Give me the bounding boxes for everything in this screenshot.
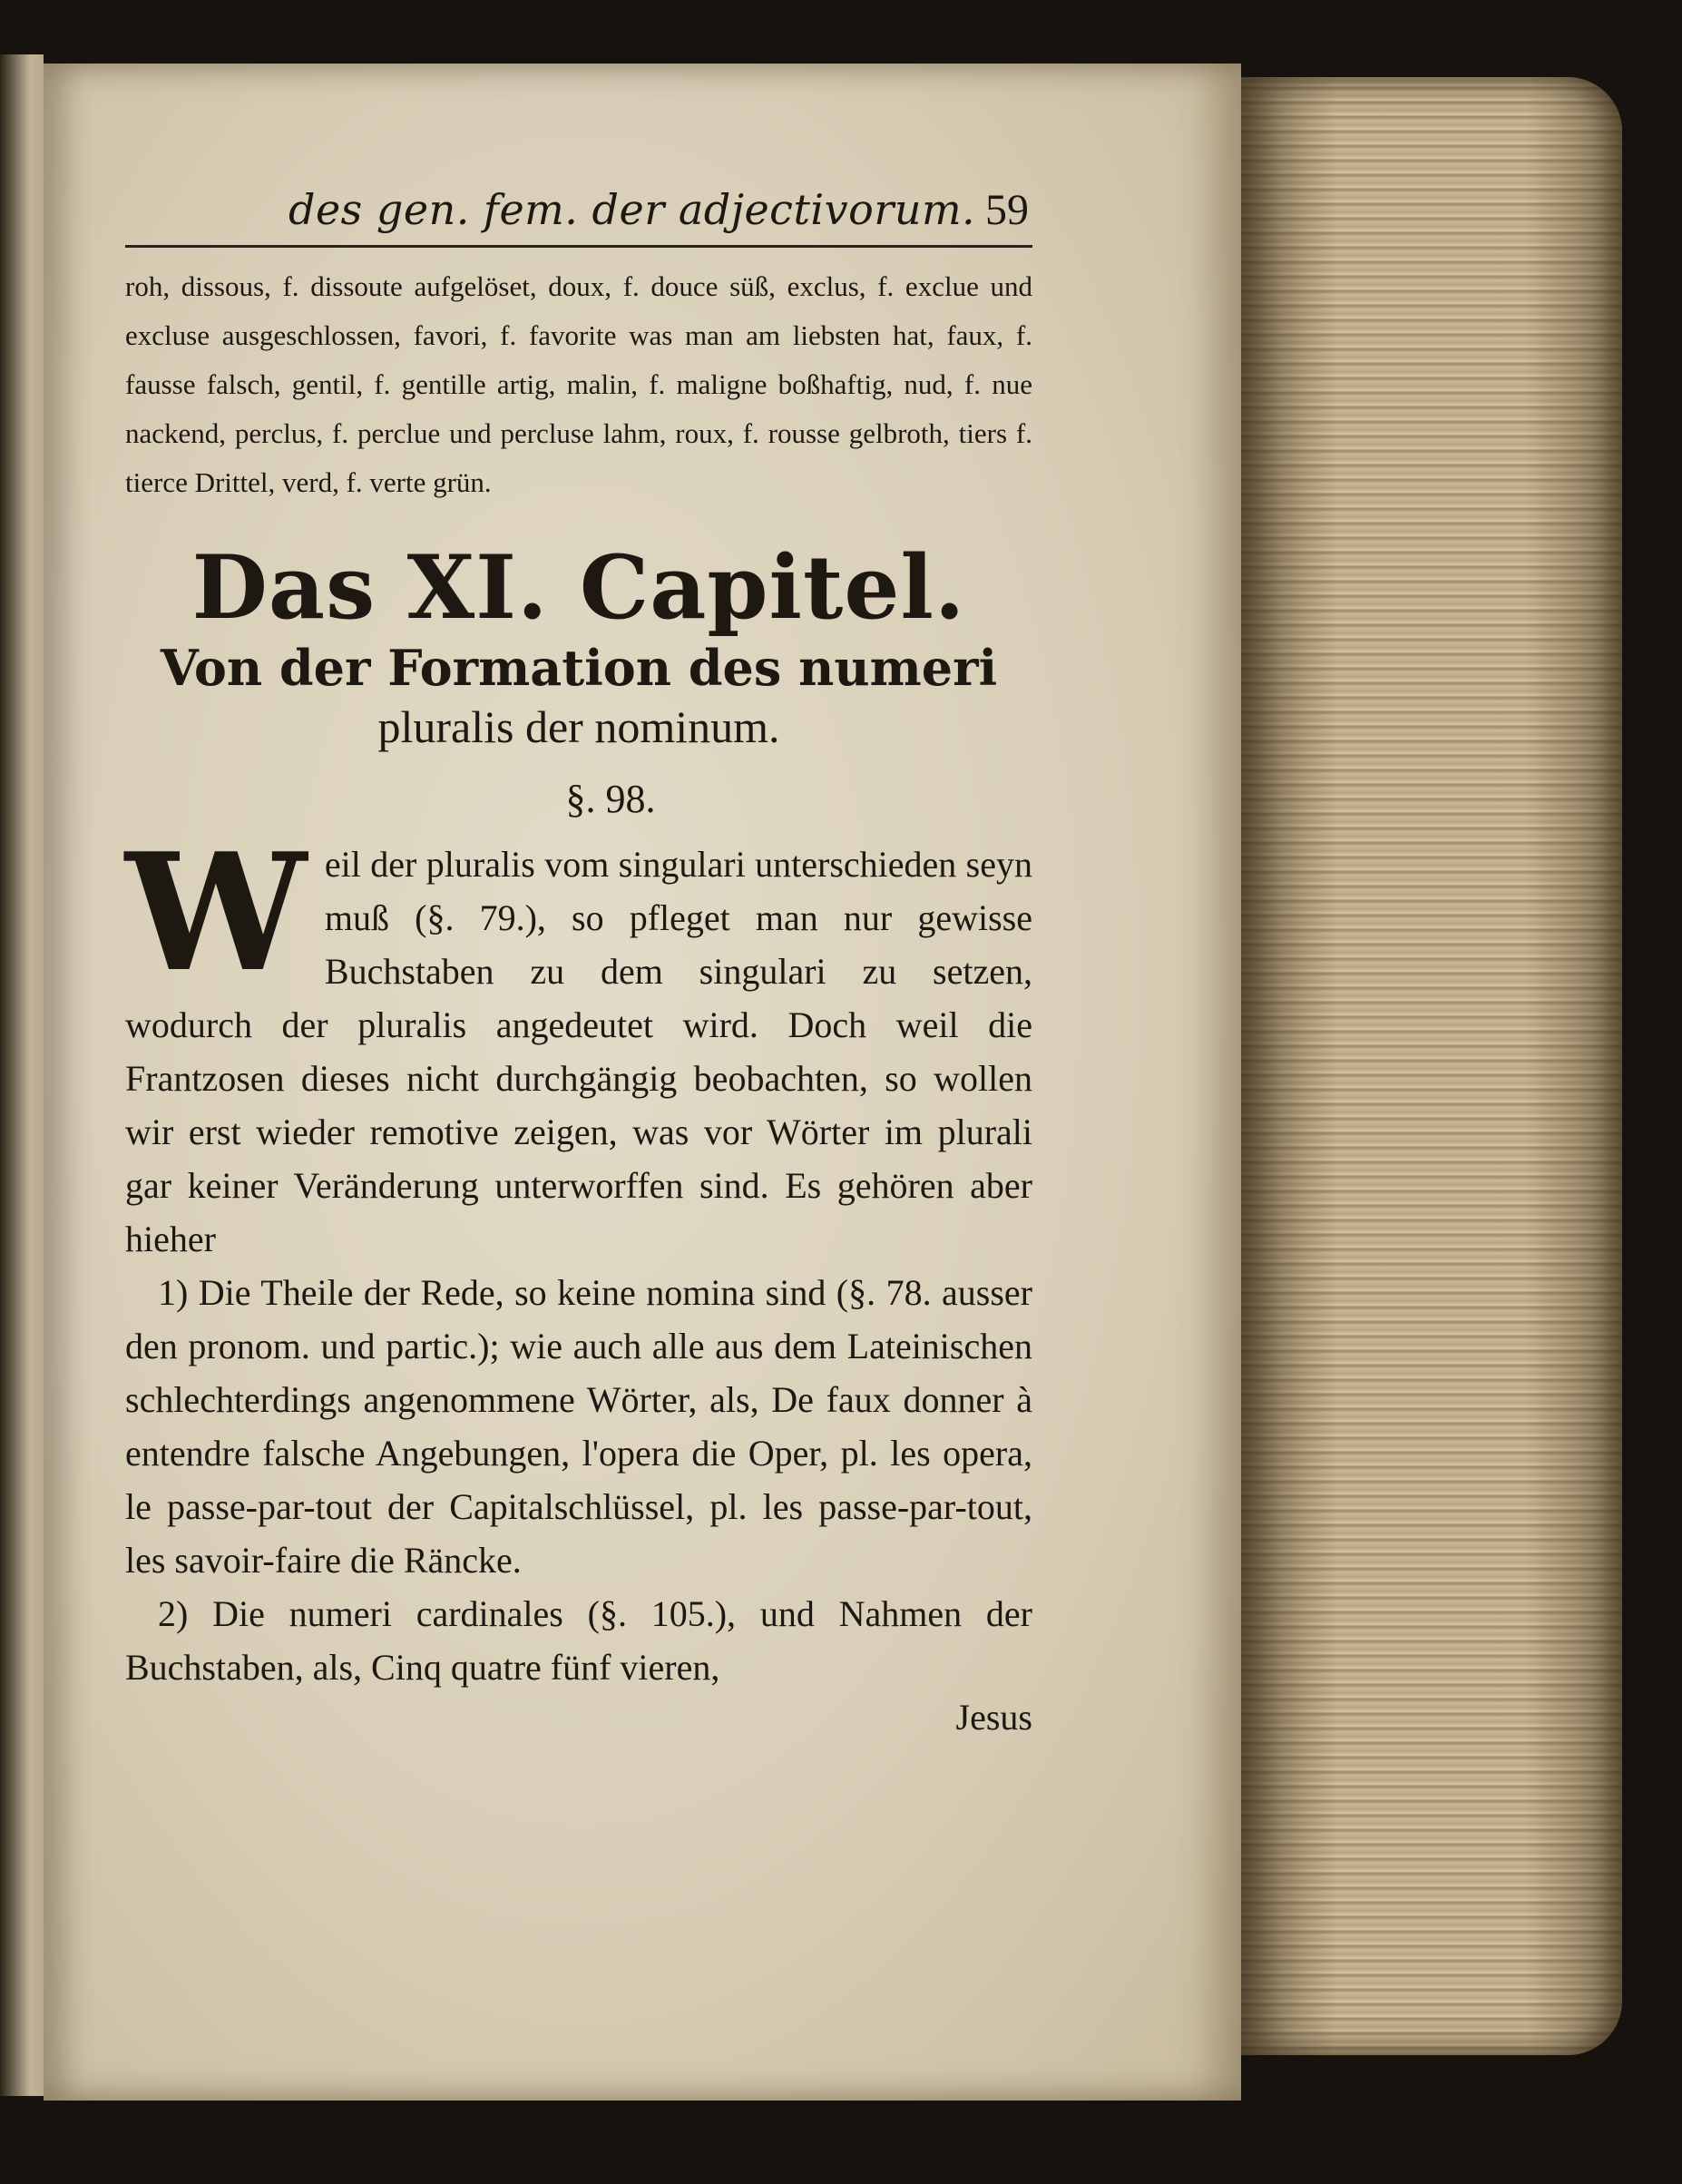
chapter-subtitle-continued: pluralis der nominum. [377, 701, 780, 752]
section-mark: §. 98. [565, 777, 656, 821]
running-head: des gen. fem. der adjectivorum. [288, 185, 976, 234]
chapter-subtitle: Von der Formation des numeri [160, 639, 998, 697]
chapter-title: Das XI. Capitel. [191, 536, 966, 639]
page-content [125, 181, 1032, 1741]
opening-paragraph-text: eil der pluralis vom singulari unterschieden seyn muß (§. 79.), so pfleget man nur gewisse Buchstaben zu dem singulari zu setzen, wodurch der pluralis angedeutet wird. Doch weil die Frantzosen dieses nicht durchgängig beobachten, so wollen wir erst wieder remotive zeigen, was vor Wörter im plurali gar keiner Veränderung unterworffen sind. Es gehören aber hieher [125, 844, 1032, 1259]
previous-page-edge [0, 54, 44, 2096]
body-text [125, 818, 1032, 1694]
previous-section-text: roh, dissous, f. dissoute aufgelöset, doux, f. douce süß, exclus, f. exclue und excluse ausgeschlossen, favori, f. favorite was man am liebsten hat, faux, f. fausse falsch, gentil, f. gentille artig, malin, f. maligne boßhaftig, nud, f. nue nackend, perclus, f. perclue und percluse lahm, roux, f. rousse gelbroth, tiers f. tierce Drittel, verd, f. verte grün. [125, 270, 1032, 498]
page-number: 59 [985, 186, 1029, 234]
fore-edge-shading [1241, 77, 1622, 2055]
list-item: 1) Die Theile der Rede, so keine nomina sind (§. 78. ausser den pronom. und partic.); wie auch alle aus dem Lateinischen schlechterdings angenommene Wörter, als, De faux donner à entendre falsche Angebungen, l'opera die Oper, pl. les opera, le passe-par-tout der Capitalschlüssel, pl. les passe-par-tout, les savoir-faire die Räncke. [125, 1272, 1032, 1581]
opening-paragraph [125, 818, 1032, 1266]
list-item: 2) Die numeri cardinales (§. 105.), und Nahmen der Buchstaben, als, Cinq quatre fünf vieren, [125, 1593, 1032, 1688]
catchword: Jesus [955, 1697, 1032, 1738]
page-header [125, 181, 1032, 248]
drop-cap: W [125, 818, 307, 1007]
